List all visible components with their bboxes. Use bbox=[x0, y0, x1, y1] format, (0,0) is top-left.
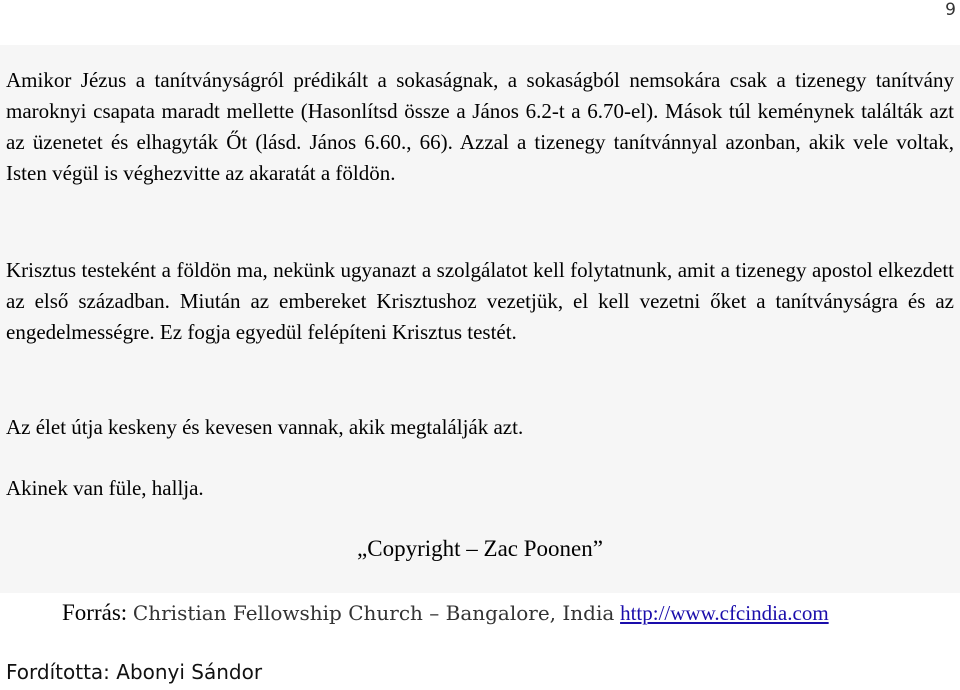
source-label: Forrás: bbox=[62, 600, 128, 625]
paragraph-4: Akinek van füle, hallja. bbox=[6, 476, 204, 500]
page-number: 9 bbox=[945, 0, 956, 20]
source-line bbox=[62, 597, 829, 629]
paragraph-1: Amikor Jézus a tanítványságról prédikált a sokaságnak, a sokaságból nemsokára csak a tizenegy tanítvány maroknyi csapata maradt mellette (Hasonlítsd össze a János 6.2-t a 6.70-el). Mások túl keménynek találták azt az üzenetet és elhagyták Őt (lásd. János 6.60., 66). Azzal a tizenegy tanítvánnyal azonban, akik vele voltak, Isten végül is véghezvitte az akaratát a földön. bbox=[6, 68, 954, 185]
source-name: Christian Fellowship Church – Bangalore, India bbox=[132, 601, 615, 625]
source-link[interactable]: http://www.cfcindia.com bbox=[620, 601, 829, 625]
paragraph-3: Az élet útja keskeny és kevesen vannak, akik megtalálják azt. bbox=[6, 415, 524, 439]
translator-line: Fordította: Abonyi Sándor bbox=[6, 660, 263, 684]
copyright-line: „Copyright – Zac Poonen” bbox=[357, 536, 603, 561]
paragraph-2: Krisztus testeként a földön ma, nekünk ugyanazt a szolgálatot kell folytatnunk, amit a tizenegy apostol elkezdett az első században. Miután az embereket Krisztushoz vezetjük, el kell vezetni őket a tanítványságra és az engedelmességre. Ez fogja egyedül felépíteni Krisztus testét. bbox=[6, 258, 954, 344]
